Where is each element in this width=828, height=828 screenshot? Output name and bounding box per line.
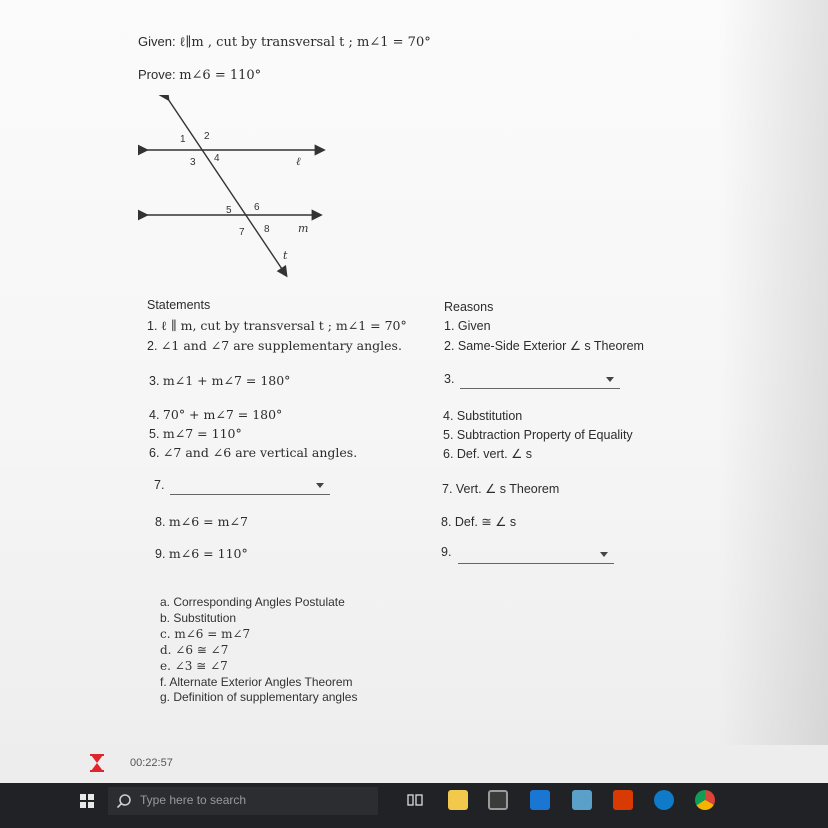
statement-1: 1. ℓ ∥ m, cut by transversal t ; m∠1 = 70° [147,318,407,333]
edge-icon[interactable] [654,790,674,810]
angle-label-2: 2 [204,131,210,142]
prove-line: Prove: m∠6 = 110° [138,67,262,83]
search-placeholder: Type here to search [140,793,247,807]
reason-2: 2. Same-Side Exterior ∠ s Theorem [444,339,644,353]
line-label-l: ℓ [296,155,301,168]
mail-icon[interactable] [530,790,550,810]
angle-label-8: 8 [264,224,270,235]
given-line: Given: ℓ∥m , cut by transversal t ; m∠1 = 70° [138,34,431,50]
file-explorer-icon[interactable] [448,790,468,810]
angle-label-7: 7 [239,227,245,238]
statement-6: 6. ∠7 and ∠6 are vertical angles. [149,445,358,460]
store-icon[interactable] [488,790,508,810]
option-e: e. ∠3 ≅ ∠7 [160,659,228,673]
chrome-icon[interactable] [695,790,715,810]
angle-label-4: 4 [214,153,220,164]
office-icon[interactable] [613,790,633,810]
option-c: c. m∠6 = m∠7 [160,627,251,641]
reason-3-dropdown[interactable] [460,372,620,389]
reason-9-number: 9. [441,545,452,559]
parallel-lines-diagram [138,95,338,280]
statement-5: 5. m∠7 = 110° [149,426,242,441]
option-g: g. Definition of supplementary angles [160,690,358,704]
windows-start-icon[interactable] [80,794,94,808]
statement-9: 9. m∠6 = 110° [155,546,248,561]
option-b: b. Substitution [160,611,237,625]
hourglass-icon [90,754,104,772]
reason-1: 1. Given [444,319,491,333]
line-label-t: t [283,249,288,262]
reason-4: 4. Substitution [443,409,523,423]
search-icon [116,793,132,809]
timer-display: 00:22:57 [130,757,173,769]
chevron-down-icon [316,483,324,488]
reason-9-dropdown[interactable] [458,547,614,564]
task-view-icon[interactable] [405,790,425,810]
statement-7-dropdown[interactable] [170,478,330,495]
chevron-down-icon [600,552,608,557]
reasons-header: Reasons [444,300,494,314]
statement-2: 2. ∠1 and ∠7 are supplementary angles. [147,338,402,353]
statement-7-number: 7. [154,478,165,492]
angle-label-5: 5 [226,205,232,216]
timer-bar [0,745,828,783]
line-t [168,99,286,275]
angle-label-1: 1 [180,134,186,145]
reason-6: 6. Def. vert. ∠ s [443,447,533,461]
statement-4: 4. 70° + m∠7 = 180° [149,407,283,422]
angle-label-3: 3 [190,157,196,168]
option-d: d. ∠6 ≅ ∠7 [160,643,229,657]
angle-label-6: 6 [254,202,260,213]
photos-icon[interactable] [572,790,592,810]
statement-8: 8. m∠6 = m∠7 [155,514,248,529]
reason-5: 5. Subtraction Property of Equality [443,428,633,442]
statements-header: Statements [147,298,211,312]
reason-3-number: 3. [444,372,455,386]
option-f: f. Alternate Exterior Angles Theorem [160,675,353,689]
line-label-m: m [298,222,309,235]
statement-3: 3. m∠1 + m∠7 = 180° [149,373,291,388]
option-a: a. Corresponding Angles Postulate [160,595,345,609]
chevron-down-icon [606,377,614,382]
reason-8: 8. Def. ≅ ∠ s [441,515,517,529]
reason-7: 7. Vert. ∠ s Theorem [442,482,560,496]
